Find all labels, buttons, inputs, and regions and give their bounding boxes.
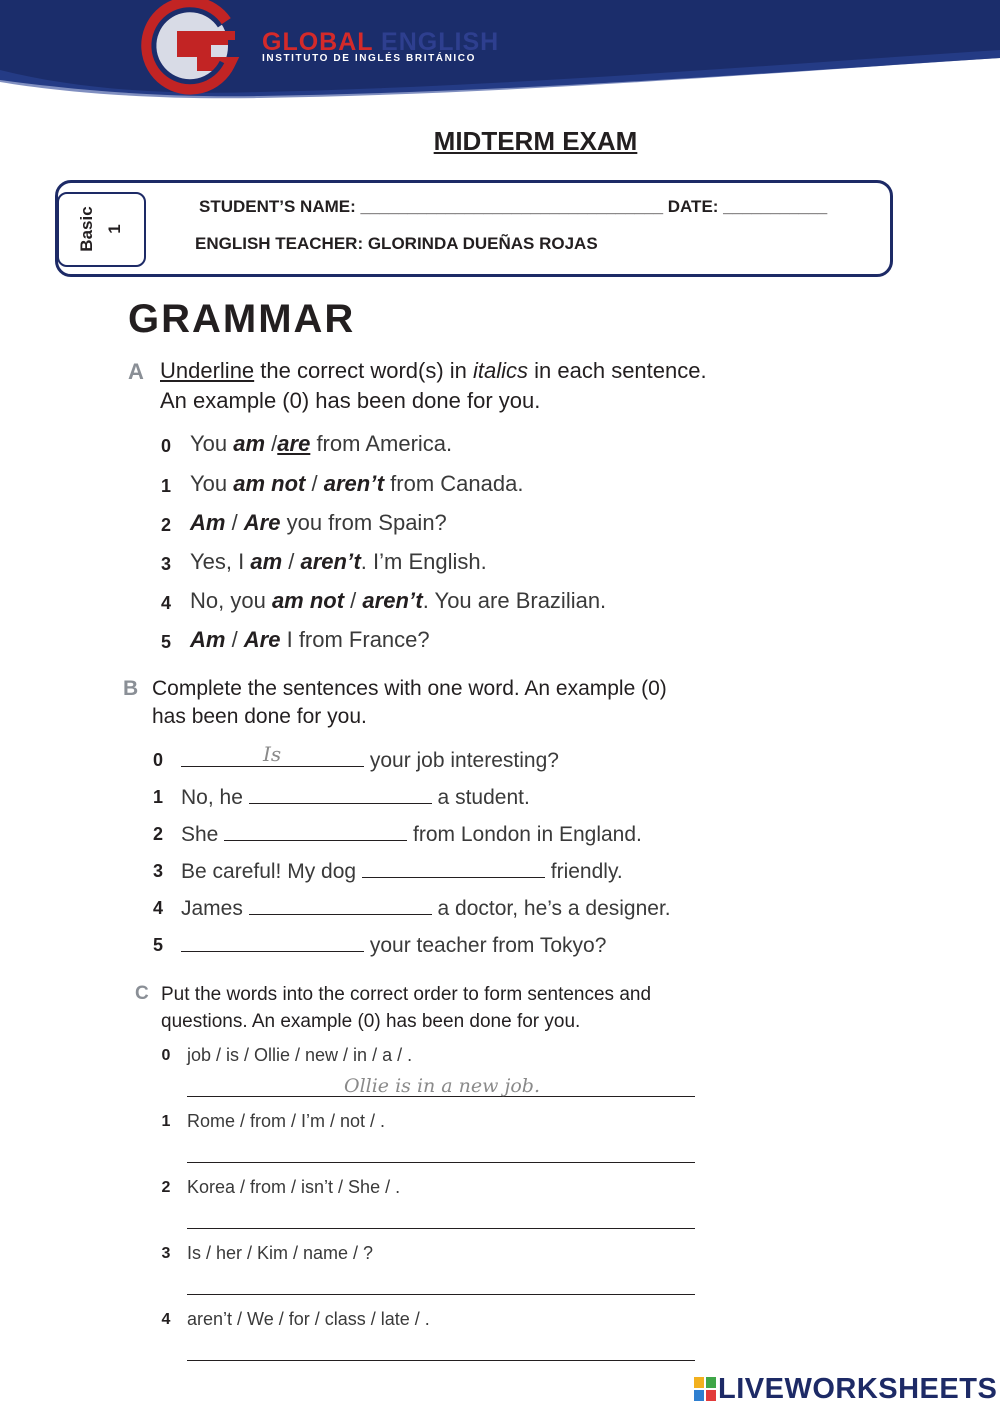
liveworksheets-icon: [694, 1377, 716, 1401]
word-option[interactable]: Are: [243, 627, 281, 652]
answer-line[interactable]: [187, 1162, 695, 1163]
section-b-sentence: your teacher from Tokyo?: [181, 931, 606, 958]
grammar-heading: GRAMMAR: [128, 297, 356, 341]
teacher-line: ENGLISH TEACHER: GLORINDA DUEÑAS ROJAS: [195, 234, 598, 253]
word-option[interactable]: Am: [190, 510, 226, 535]
section-c-item-number: 2: [161, 1179, 171, 1196]
section-c-letter: C: [135, 983, 149, 1004]
word-option[interactable]: are: [277, 431, 311, 456]
section-a-sentence: You am not / aren’t from Canada.: [190, 471, 524, 496]
section-b-sentence: James a doctor, he’s a designer.: [181, 894, 671, 921]
section-b-item-number: 3: [152, 861, 163, 881]
section-b-sentence: She from London in England.: [181, 820, 642, 847]
section-c-item-number: 0: [161, 1047, 171, 1064]
section-a-sentence: Am / Are you from Spain?: [190, 510, 447, 535]
word-option[interactable]: am: [233, 431, 266, 456]
section-c-word-list: Korea / from / isn’t / She / .: [187, 1177, 401, 1197]
section-a-sentence: No, you am not / aren’t. You are Brazilian.: [190, 588, 607, 613]
brand-name: GLOBAL ENGLISH: [262, 28, 500, 56]
answer-line[interactable]: [187, 1294, 695, 1295]
word-option[interactable]: Am: [190, 627, 226, 652]
student-name-date-line[interactable]: STUDENT’S NAME: ________________________________ DATE: ___________: [199, 197, 828, 216]
answer-blank[interactable]: [249, 894, 432, 915]
section-c-item-number: 4: [161, 1311, 171, 1328]
section-c-word-list: aren’t / We / for / class / late / .: [187, 1309, 430, 1329]
section-a-letter: A: [128, 359, 144, 384]
section-a-sentence: You am /are from America.: [190, 431, 453, 456]
section-a-item-number: 4: [160, 593, 171, 613]
section-c-word-list: Is / her / Kim / name / ?: [187, 1243, 374, 1263]
section-b-item-number: 1: [152, 787, 163, 807]
section-b-item-number: 4: [152, 898, 163, 918]
page-title: MIDTERM EXAM: [433, 126, 638, 156]
answer-line[interactable]: [187, 1360, 695, 1361]
answer-blank[interactable]: [181, 931, 364, 952]
word-option[interactable]: am not: [271, 588, 345, 613]
section-c-word-list: Rome / from / I’m / not / .: [187, 1111, 386, 1131]
brand-tagline: INSTITUTO DE INGLÉS BRITÁNICO: [262, 53, 476, 64]
section-b-letter: B: [123, 677, 139, 700]
section-a-instructions: Underline the correct word(s) in italics in each sentence. An example (0) has been done for you.: [160, 358, 707, 413]
word-option[interactable]: aren’t: [323, 471, 385, 496]
student-info-box: [55, 180, 893, 277]
section-a-item-number: 1: [160, 476, 171, 496]
section-b-instructions: Complete the sentences with one word. An example (0) has been done for you.: [152, 677, 667, 728]
section-c-item-number: 3: [161, 1245, 171, 1262]
word-option[interactable]: Are: [243, 510, 281, 535]
section-a-item-number: 3: [160, 554, 171, 574]
level-label: [73, 206, 129, 251]
section-b-item-number: 5: [152, 935, 163, 955]
global-english-logo-icon: [148, 4, 228, 88]
section-b-sentence: Is your job interesting?: [181, 746, 559, 773]
section-a-item-number: 0: [160, 436, 171, 456]
example-answer: Is: [263, 742, 282, 766]
liveworksheets-logo: LIVEWORKSHEETS: [694, 1373, 997, 1406]
section-c-word-list: job / is / Ollie / new / in / a / .: [187, 1045, 413, 1065]
section-a-sentence: Yes, I am / aren’t. I’m English.: [190, 549, 487, 574]
section-b-item-number: 2: [152, 824, 163, 844]
word-option[interactable]: aren’t: [300, 549, 361, 574]
level-word: Basic: [77, 206, 96, 252]
section-a-item-number: 2: [160, 515, 171, 535]
word-option[interactable]: am: [250, 549, 283, 574]
level-number: 1: [105, 224, 124, 234]
answer-blank[interactable]: [224, 820, 407, 841]
section-a-item-number: 5: [160, 632, 171, 652]
section-b-sentence: Be careful! My dog friendly.: [181, 857, 623, 884]
section-c-item-number: 1: [161, 1113, 171, 1130]
header-banner: [0, 0, 1000, 100]
section-b-sentence: No, he a student.: [181, 783, 530, 810]
answer-blank[interactable]: [249, 783, 432, 804]
answer-blank[interactable]: [362, 857, 545, 878]
word-option[interactable]: aren’t: [362, 588, 423, 613]
word-option[interactable]: am not: [233, 471, 306, 496]
answer-line[interactable]: [187, 1228, 695, 1229]
section-c-instructions: Put the words into the correct order to form sentences and questions. An example (0) has been done for you.: [161, 984, 652, 1032]
answer-blank[interactable]: [181, 742, 364, 767]
section-a-sentence: Am / Are I from France?: [190, 627, 430, 652]
section-b-item-number: 0: [152, 750, 163, 770]
example-answer: Ollie is in a new job.: [344, 1075, 540, 1097]
